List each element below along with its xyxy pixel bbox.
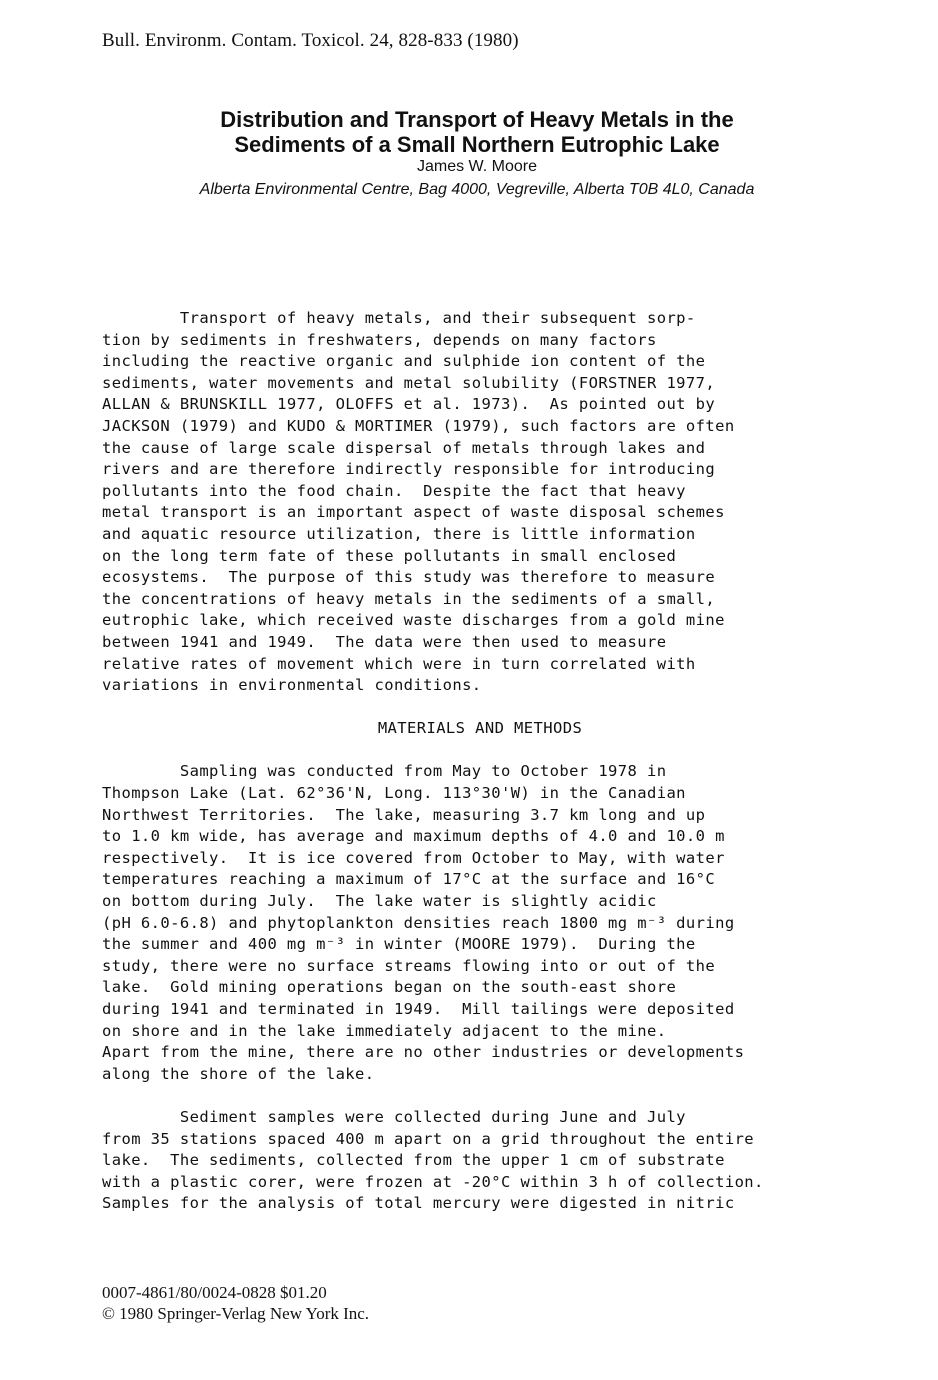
body-line: along the shore of the lake. <box>102 1064 375 1083</box>
publisher-footer <box>102 1282 369 1324</box>
author-name: James W. Moore <box>416 158 538 175</box>
body-line: between 1941 and 1949. The data were then used to measure <box>102 632 667 651</box>
article-title <box>100 107 854 157</box>
body-line: rivers and are therefore indirectly responsible for introducing <box>102 460 716 479</box>
body-line: the summer and 400 mg m⁻³ in winter (MOORE 1979). During the <box>102 935 696 954</box>
body-line: study, there were no surface streams flowing into or out of the <box>102 956 716 975</box>
body-line: tion by sediments in freshwaters, depends on many factors <box>102 330 657 349</box>
intro-paragraph <box>102 308 842 697</box>
author-affiliation: Alberta Environmental Centre, Bag 4000, Vegreville, Alberta T0B 4L0, Canada <box>199 181 755 198</box>
body-line: variations in environmental conditions. <box>102 676 482 695</box>
body-line: ecosystems. The purpose of this study was therefore to measure <box>102 568 716 587</box>
body-line: Transport of heavy metals, and their subsequent sorp- <box>102 309 696 327</box>
body-line: the cause of large scale dispersal of metals through lakes and <box>102 438 706 457</box>
body-line: (pH 6.0-6.8) and phytoplankton densities reach 1800 mg m⁻³ during <box>102 913 735 932</box>
body-line: Thompson Lake (Lat. 62°36'N, Long. 113°30'W) in the Canadian <box>102 784 686 803</box>
body-line: lake. Gold mining operations began on the south-east shore <box>102 978 677 997</box>
body-line: on the long term fate of these pollutants in small enclosed <box>102 546 677 565</box>
body-line: temperatures reaching a maximum of 17°C at the surface and 16°C <box>102 870 716 889</box>
copyright-notice: © 1980 Springer-Verlag New York Inc. <box>102 1304 370 1323</box>
body-line: with a plastic corer, were frozen at -20°C within 3 h of collection. <box>102 1172 764 1191</box>
body-line: from 35 stations spaced 400 m apart on a grid throughout the entire <box>102 1129 755 1148</box>
body-line: Sampling was conducted from May to October 1978 in <box>102 762 667 781</box>
article-code: 0007-4861/80/0024-0828 $01.20 <box>102 1283 327 1302</box>
article-body <box>102 308 842 1237</box>
section-heading: MATERIALS AND METHODS <box>377 719 583 738</box>
body-line: pollutants into the food chain. Despite the fact that heavy <box>102 481 686 500</box>
body-line: Sediment samples were collected during June and July <box>102 1107 686 1126</box>
body-line: JACKSON (1979) and KUDO & MORTIMER (1979), such factors are often <box>102 416 735 435</box>
article-title-line-2: Sediments of a Small Northern Eutrophic Lake <box>234 132 720 157</box>
body-line: including the reactive organic and sulphide ion content of the <box>102 352 706 371</box>
body-line: sediments, water movements and metal solubility (FORSTNER 1977, <box>102 373 716 392</box>
body-line: to 1.0 km wide, has average and maximum depths of 4.0 and 10.0 m <box>102 827 725 846</box>
body-line: metal transport is an important aspect of waste disposal schemes <box>102 503 725 522</box>
body-line: respectively. It is ice covered from October to May, with water <box>102 848 725 867</box>
body-line: on bottom during July. The lake water is slightly acidic <box>102 892 657 911</box>
body-line: during 1941 and terminated in 1949. Mill tailings were deposited <box>102 1000 735 1018</box>
body-line: Northwest Territories. The lake, measuring 3.7 km long and up <box>102 805 706 824</box>
body-line: eutrophic lake, which received waste discharges from a gold mine <box>102 611 725 630</box>
journal-citation: Bull. Environm. Contam. Toxicol. 24, 828-833 (1980) <box>102 30 519 51</box>
article-title-line-1: Distribution and Transport of Heavy Metals in the <box>220 107 734 132</box>
body-line: and aquatic resource utilization, there is little information <box>102 524 696 543</box>
sampling-paragraph <box>102 1107 842 1215</box>
body-line: Samples for the analysis of total mercury were digested in nitric <box>102 1194 735 1213</box>
body-line: lake. The sediments, collected from the upper 1 cm of substrate <box>102 1151 725 1170</box>
body-line: Apart from the mine, there are no other industries or developments <box>102 1043 745 1062</box>
methods-paragraph <box>102 761 842 1085</box>
body-line: the concentrations of heavy metals in the sediments of a small, <box>102 589 716 608</box>
body-line: ALLAN & BRUNSKILL 1977, OLOFFS et al. 1973). As pointed out by <box>102 395 716 414</box>
body-line: relative rates of movement which were in turn correlated with <box>102 654 696 673</box>
body-line: on shore and in the lake immediately adjacent to the mine. <box>102 1021 667 1040</box>
